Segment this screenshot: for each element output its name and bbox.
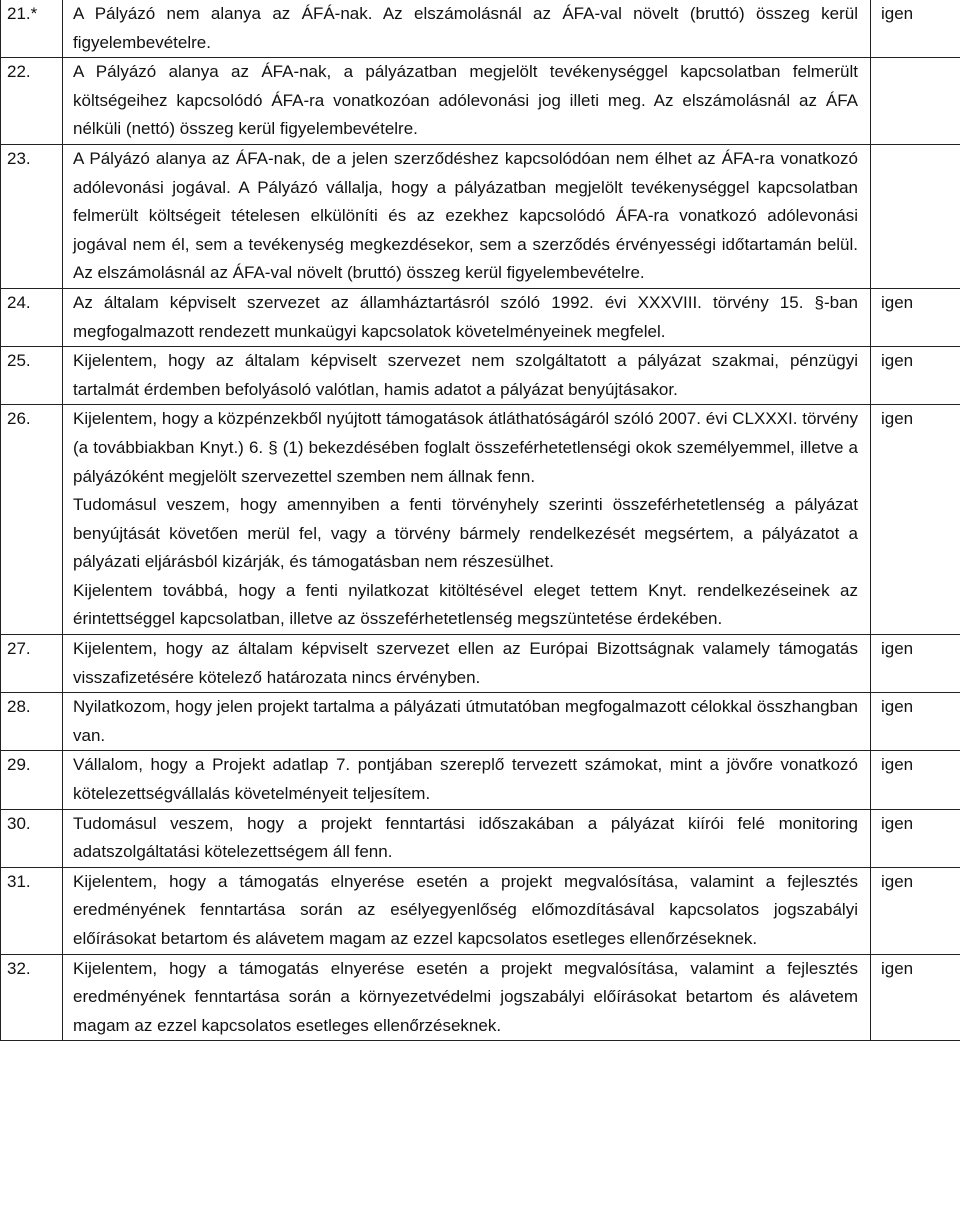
declaration-paragraph: A Pályázó alanya az ÁFA-nak, de a jelen szerződéshez kapcsolódóan nem élhet az ÁFA-ra vonatkozó adólevonási jogával. A Pályázó vállalja, hogy a pályázatban megjelölt tevékenységgel kapcsolatban felmerült költségeit tételesen elkülöníti és az ezekhez kapcsolódó ÁFA-ra vonatkozó adólevonási jogával nem él, sem a tevékenység megkezdésekor, sem a szerződés érvényességi időtartamán belül. Az elszámolásnál az ÁFA-val növelt (bruttó) összeg kerül figyelembevételre.: [73, 148, 858, 283]
declaration-paragraph: Vállalom, hogy a Projekt adatlap 7. pontjában szereplő tervezett számokat, mint a jövőre vonatkozó kötelezettségvállalás követelményeit teljesítem.: [73, 755, 858, 804]
answer-cell: [871, 0, 960, 58]
answer-cell: [871, 809, 960, 867]
answer-value: igen: [881, 755, 914, 775]
declaration-row: [1, 635, 960, 693]
declaration-row: [1, 867, 960, 954]
answer-cell: [871, 751, 960, 809]
row-number: 32.: [1, 954, 63, 1041]
answer-value: igen: [881, 958, 914, 978]
row-number: 24.: [1, 288, 63, 346]
declaration-row: [1, 809, 960, 867]
answer-value: igen: [881, 292, 914, 312]
row-number: 21.*: [1, 0, 63, 58]
declaration-text: [63, 635, 871, 693]
declaration-text: [63, 288, 871, 346]
answer-cell: [871, 405, 960, 635]
declaration-text: [63, 751, 871, 809]
declaration-paragraph: Tudomásul veszem, hogy a projekt fenntartási időszakában a pályázat kiírói felé monitoring adatszolgáltatási kötelezettségem áll fenn.: [73, 813, 858, 862]
declaration-paragraph: Kijelentem továbbá, hogy a fenti nyilatkozat kitöltésével eleget tettem Knyt. rendelkezéseinek az érintettséggel kapcsolatban, illetve az összeférhetetlenség megszüntetése érdekében.: [73, 580, 858, 629]
answer-cell: [871, 635, 960, 693]
answer-cell: [871, 693, 960, 751]
row-number: 26.: [1, 405, 63, 635]
declaration-paragraph: Az általam képviselt szervezet az államháztartásról szóló 1992. évi XXXVIII. törvény 15. §-ban megfogalmazott rendezett munkaügyi kapcsolatok követelményeinek megfelel.: [73, 292, 858, 341]
declaration-row: [1, 288, 960, 346]
declaration-text: [63, 693, 871, 751]
row-number: 27.: [1, 635, 63, 693]
row-number: 25.: [1, 347, 63, 405]
declaration-text: [63, 405, 871, 635]
declaration-paragraph: Kijelentem, hogy a támogatás elnyerése esetén a projekt megvalósítása, valamint a fejlesztés eredményének fenntartása során a környezetvédelmi jogszabályi előírásokat betartom és alávetem magam az ezzel kapcsolatos esetleges ellenőrzéseknek.: [73, 958, 858, 1035]
declaration-row: [1, 954, 960, 1041]
declaration-paragraph: Kijelentem, hogy az általam képviselt szervezet nem szolgáltatott a pályázat szakmai, pénzügyi tartalmát érdemben befolyásoló valótlan, hamis adatot a pályázat benyújtásakor.: [73, 351, 858, 399]
declaration-paragraph: Kijelentem, hogy az általam képviselt szervezet ellen az Európai Bizottságnak valamely támogatás visszafizetésére kötelező határozata nincs érvényben.: [73, 639, 858, 687]
declaration-row: [1, 693, 960, 751]
declaration-paragraph: Tudomásul veszem, hogy amennyiben a fenti törvényhely szerinti összeférhetetlenség a pályázat benyújtását követően merül fel, vagy a törvény bármely rendelkezését megsértem, a pályázatot a pályázati eljárásból kizárják, és támogatásban nem részesülhet.: [73, 495, 858, 572]
row-number: 23.: [1, 144, 63, 288]
answer-value: igen: [881, 409, 914, 429]
declaration-row: [1, 405, 960, 635]
declaration-row: [1, 347, 960, 405]
declaration-row: [1, 751, 960, 809]
declaration-text: [63, 867, 871, 954]
answer-value: igen: [881, 871, 914, 891]
declaration-row: [1, 58, 960, 145]
row-number: 29.: [1, 751, 63, 809]
answer-value: igen: [881, 813, 914, 833]
row-number: 30.: [1, 809, 63, 867]
answer-cell: [871, 288, 960, 346]
declaration-paragraph: A Pályázó alanya az ÁFA-nak, a pályázatban megjelölt tevékenységgel kapcsolatban felmerült költségeihez kapcsolódó ÁFA-ra vonatkozóan adólevonási jog illeti meg. Az elszámolásnál az ÁFA nélküli (nettó) összeg kerül figyelembevételre.: [73, 62, 858, 139]
declaration-text: [63, 347, 871, 405]
declaration-text: [63, 0, 871, 58]
row-number: 31.: [1, 867, 63, 954]
declaration-row: [1, 0, 960, 58]
answer-cell: [871, 867, 960, 954]
declaration-paragraph: Kijelentem, hogy a támogatás elnyerése esetén a projekt megvalósítása, valamint a fejlesztés eredményének fenntartása során az esélyegyenlőség előmozdításával kapcsolatos jogszabályi előírásokat betartom és alávetem magam az ezzel kapcsolatos esetleges ellenőrzéseknek.: [73, 871, 858, 948]
row-number: 28.: [1, 693, 63, 751]
answer-cell: [871, 58, 960, 145]
declaration-row: [1, 144, 960, 288]
row-number: 22.: [1, 58, 63, 145]
declaration-paragraph: A Pályázó nem alanya az ÁFÁ-nak. Az elszámolásnál az ÁFA-val növelt (bruttó) összeg kerül figyelembevételre.: [73, 4, 858, 52]
answer-cell: [871, 144, 960, 288]
answer-value: igen: [881, 697, 914, 717]
declaration-text: [63, 144, 871, 288]
declaration-text: [63, 954, 871, 1041]
answer-cell: [871, 954, 960, 1041]
declaration-paragraph: Nyilatkozom, hogy jelen projekt tartalma a pályázati útmutatóban megfogalmazott célokkal összhangban van.: [73, 697, 858, 745]
answer-value: igen: [881, 351, 914, 371]
declaration-text: [63, 809, 871, 867]
declaration-text: [63, 58, 871, 145]
answer-value: igen: [881, 639, 914, 659]
declaration-paragraph: Kijelentem, hogy a közpénzekből nyújtott támogatások átláthatóságáról szóló 2007. évi CLXXXI. törvény (a továbbiakban Knyt.) 6. § (1) bekezdésében foglalt összeférhetetlenségi okok személyemmel, illetve a pályázóként megjelölt szervezettel szemben nem állnak fenn.: [73, 409, 858, 486]
answer-cell: [871, 347, 960, 405]
answer-value: igen: [881, 4, 914, 23]
